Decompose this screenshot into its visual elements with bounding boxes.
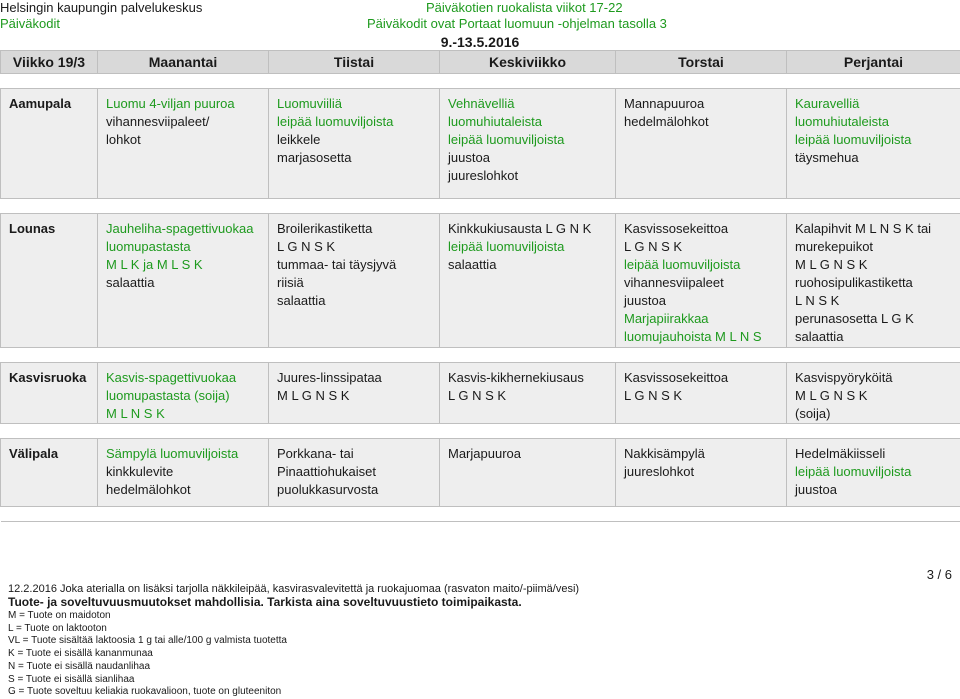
legend-item: N = Tuote ei sisällä naudanlihaa <box>8 661 579 674</box>
menu-item-line: Sämpylä luomuviljoista <box>106 445 268 463</box>
meal-row <box>1 214 960 348</box>
menu-item-line: leipää luomuviljoista <box>448 131 615 149</box>
legend-item: S = Tuote ei sisällä sianlihaa <box>8 674 579 687</box>
menu-item-line: Marjapiirakkaa <box>624 310 786 328</box>
legend-item: K = Tuote ei sisällä kananmunaa <box>8 648 579 661</box>
menu-item-line: L G N S K <box>624 238 786 256</box>
footer-warning: Tuote- ja soveltuvuusmuutokset mahdollisia. Tarkista aina soveltuvuustieto toimipaikasta. <box>8 595 579 610</box>
meal-row <box>1 439 960 507</box>
menu-cell <box>616 89 787 199</box>
menu-item-line: Luomuviiliä <box>277 95 439 113</box>
menu-subtitle: Päiväkodit ovat Portaat luomuun -ohjelman tasolla 3 <box>367 16 667 31</box>
meal-row <box>1 89 960 199</box>
org-name: Helsingin kaupungin palvelukeskus <box>0 0 202 15</box>
menu-item-line: M L G N S K <box>277 387 439 405</box>
menu-item-line: leipää luomuviljoista <box>277 113 439 131</box>
menu-item-line: juustoa <box>624 292 786 310</box>
spacer-cell <box>1 348 960 363</box>
menu-item-line: Jauheliha-spagettivuokaa <box>106 220 268 238</box>
menu-item-line: juustoa <box>795 481 960 499</box>
menu-cell <box>616 439 787 507</box>
menu-item-line: M L G N S K <box>795 387 960 405</box>
menu-item-line: L N S K <box>795 292 960 310</box>
menu-item-line: M L N S K <box>106 405 268 423</box>
menu-cell <box>98 89 269 199</box>
menu-item-line: Vehnävelliä <box>448 95 615 113</box>
menu-item-line: leipää luomuviljoista <box>795 463 960 481</box>
menu-item-line: hedelmälohkot <box>624 113 786 131</box>
menu-cell <box>787 439 960 507</box>
menu-item-line: luomupastasta <box>106 238 268 256</box>
footer-note: 12.2.2016 Joka aterialla on lisäksi tarjolla näkkileipää, kasvirasvalevitettä ja ruokajuomaa (rasvaton maito/-piimä/vesi) <box>8 583 579 595</box>
menu-item-line: Nakkisämpylä <box>624 445 786 463</box>
menu-item-line: salaattia <box>106 274 268 292</box>
menu-item-line: hedelmälohkot <box>106 481 268 499</box>
menu-item-line: L G N S K <box>448 387 615 405</box>
menu-item-line: täysmehua <box>795 149 960 167</box>
menu-item-line: luomuhiutaleista <box>795 113 960 131</box>
column-header: Maanantai <box>98 51 269 74</box>
menu-item-line: Porkkana- tai <box>277 445 439 463</box>
row-spacer <box>1 74 960 89</box>
meal-label: Lounas <box>1 214 98 348</box>
menu-cell <box>98 214 269 348</box>
legend-item: VL = Tuote sisältää laktoosia 1 g tai alle/100 g valmista tuotetta <box>8 635 579 648</box>
menu-item-line: leipää luomuviljoista <box>448 238 615 256</box>
menu-item-line: Kasvispyöryköitä <box>795 369 960 387</box>
menu-cell <box>616 214 787 348</box>
menu-cell <box>269 89 440 199</box>
menu-item-line: Luomu 4-viljan puuroa <box>106 95 268 113</box>
menu-item-line: luomuhiutaleista <box>448 113 615 131</box>
row-spacer <box>1 424 960 439</box>
table-header-row <box>1 51 960 74</box>
menu-item-line: juustoa <box>448 149 615 167</box>
menu-item-line: puolukkasurvosta <box>277 481 439 499</box>
menu-item-line: M L G N S K <box>795 256 960 274</box>
legend-item: L = Tuote on laktooton <box>8 623 579 636</box>
legend-item: G = Tuote soveltuu keliakia ruokavalioon, tuote on gluteeniton <box>8 686 579 699</box>
menu-item-line: leipää luomuviljoista <box>624 256 786 274</box>
menu-item-line: Kasvissosekeittoa <box>624 369 786 387</box>
menu-item-line: riisiä <box>277 274 439 292</box>
menu-item-line: Juures-linssipataa <box>277 369 439 387</box>
menu-item-line: luomupastasta (soija) <box>106 387 268 405</box>
menu-item-line: Kasvissosekeittoa <box>624 220 786 238</box>
menu-item-line: M L K ja M L S K <box>106 256 268 274</box>
menu-item-line: Kalapihvit M L N S K tai <box>795 220 960 238</box>
menu-item-line: vihannesviipaleet/ <box>106 113 268 131</box>
menu-item-line: tummaa- tai täysjyvä <box>277 256 439 274</box>
menu-cell <box>440 214 616 348</box>
legend-item: M = Tuote on maidoton <box>8 610 579 623</box>
menu-item-line: Hedelmäkiisseli <box>795 445 960 463</box>
menu-item-line: Kauravelliä <box>795 95 960 113</box>
column-header: Torstai <box>616 51 787 74</box>
row-spacer <box>1 348 960 363</box>
menu-cell <box>787 89 960 199</box>
row-spacer <box>1 507 960 522</box>
menu-item-line: ruohosipulikastiketta <box>795 274 960 292</box>
menu-item-line: leipää luomuviljoista <box>795 131 960 149</box>
menu-item-line: lohkot <box>106 131 268 149</box>
menu-cell <box>269 363 440 424</box>
footer <box>8 583 579 699</box>
menu-item-line: marjasosetta <box>277 149 439 167</box>
meal-label: Välipala <box>1 439 98 507</box>
menu-cell <box>98 363 269 424</box>
menu-item-line: leikkele <box>277 131 439 149</box>
menu-item-line: Kasvis-kikhernekiusaus <box>448 369 615 387</box>
menu-item-line: Marjapuuroa <box>448 445 615 463</box>
menu-table <box>0 50 960 522</box>
row-spacer <box>1 199 960 214</box>
spacer-cell <box>1 199 960 214</box>
date-range: 9.-13.5.2016 <box>0 34 960 50</box>
menu-cell <box>440 439 616 507</box>
menu-item-line: L G N S K <box>624 387 786 405</box>
menu-item-line: kinkkulevite <box>106 463 268 481</box>
menu-item-line: juureslohkot <box>624 463 786 481</box>
menu-item-line: juureslohkot <box>448 167 615 185</box>
spacer-cell <box>1 424 960 439</box>
menu-cell <box>787 214 960 348</box>
menu-item-line: salaattia <box>448 256 615 274</box>
menu-item-line: Mannapuuroa <box>624 95 786 113</box>
column-header: Viikko 19/3 <box>1 51 98 74</box>
menu-cell <box>440 89 616 199</box>
column-header: Tiistai <box>269 51 440 74</box>
menu-item-line: Kinkkukiusausta L G N K <box>448 220 615 238</box>
menu-item-line: luomujauhoista M L N S <box>624 328 786 346</box>
menu-item-line: murekepuikot <box>795 238 960 256</box>
menu-title: Päiväkotien ruokalista viikot 17-22 <box>426 0 623 15</box>
menu-item-line: Kasvis-spagettivuokaa <box>106 369 268 387</box>
menu-item-line: Broilerikastiketta <box>277 220 439 238</box>
page-number: 3 / 6 <box>927 567 952 582</box>
menu-item-line: salaattia <box>277 292 439 310</box>
menu-item-line: perunasosetta L G K <box>795 310 960 328</box>
meal-row <box>1 363 960 424</box>
meal-label: Aamupala <box>1 89 98 199</box>
menu-item-line: (soija) <box>795 405 960 423</box>
spacer-cell <box>1 507 960 522</box>
menu-cell <box>440 363 616 424</box>
menu-cell <box>98 439 269 507</box>
menu-item-line: Pinaattiohukaiset <box>277 463 439 481</box>
menu-item-line: salaattia <box>795 328 960 346</box>
menu-cell <box>269 439 440 507</box>
menu-item-line: L G N S K <box>277 238 439 256</box>
column-header: Perjantai <box>787 51 960 74</box>
menu-cell <box>616 363 787 424</box>
meal-label: Kasvisruoka <box>1 363 98 424</box>
menu-cell <box>787 363 960 424</box>
column-header: Keskiviikko <box>440 51 616 74</box>
menu-item-line: vihannesviipaleet <box>624 274 786 292</box>
menu-cell <box>269 214 440 348</box>
spacer-cell <box>1 74 960 89</box>
dept-name: Päiväkodit <box>0 16 60 31</box>
